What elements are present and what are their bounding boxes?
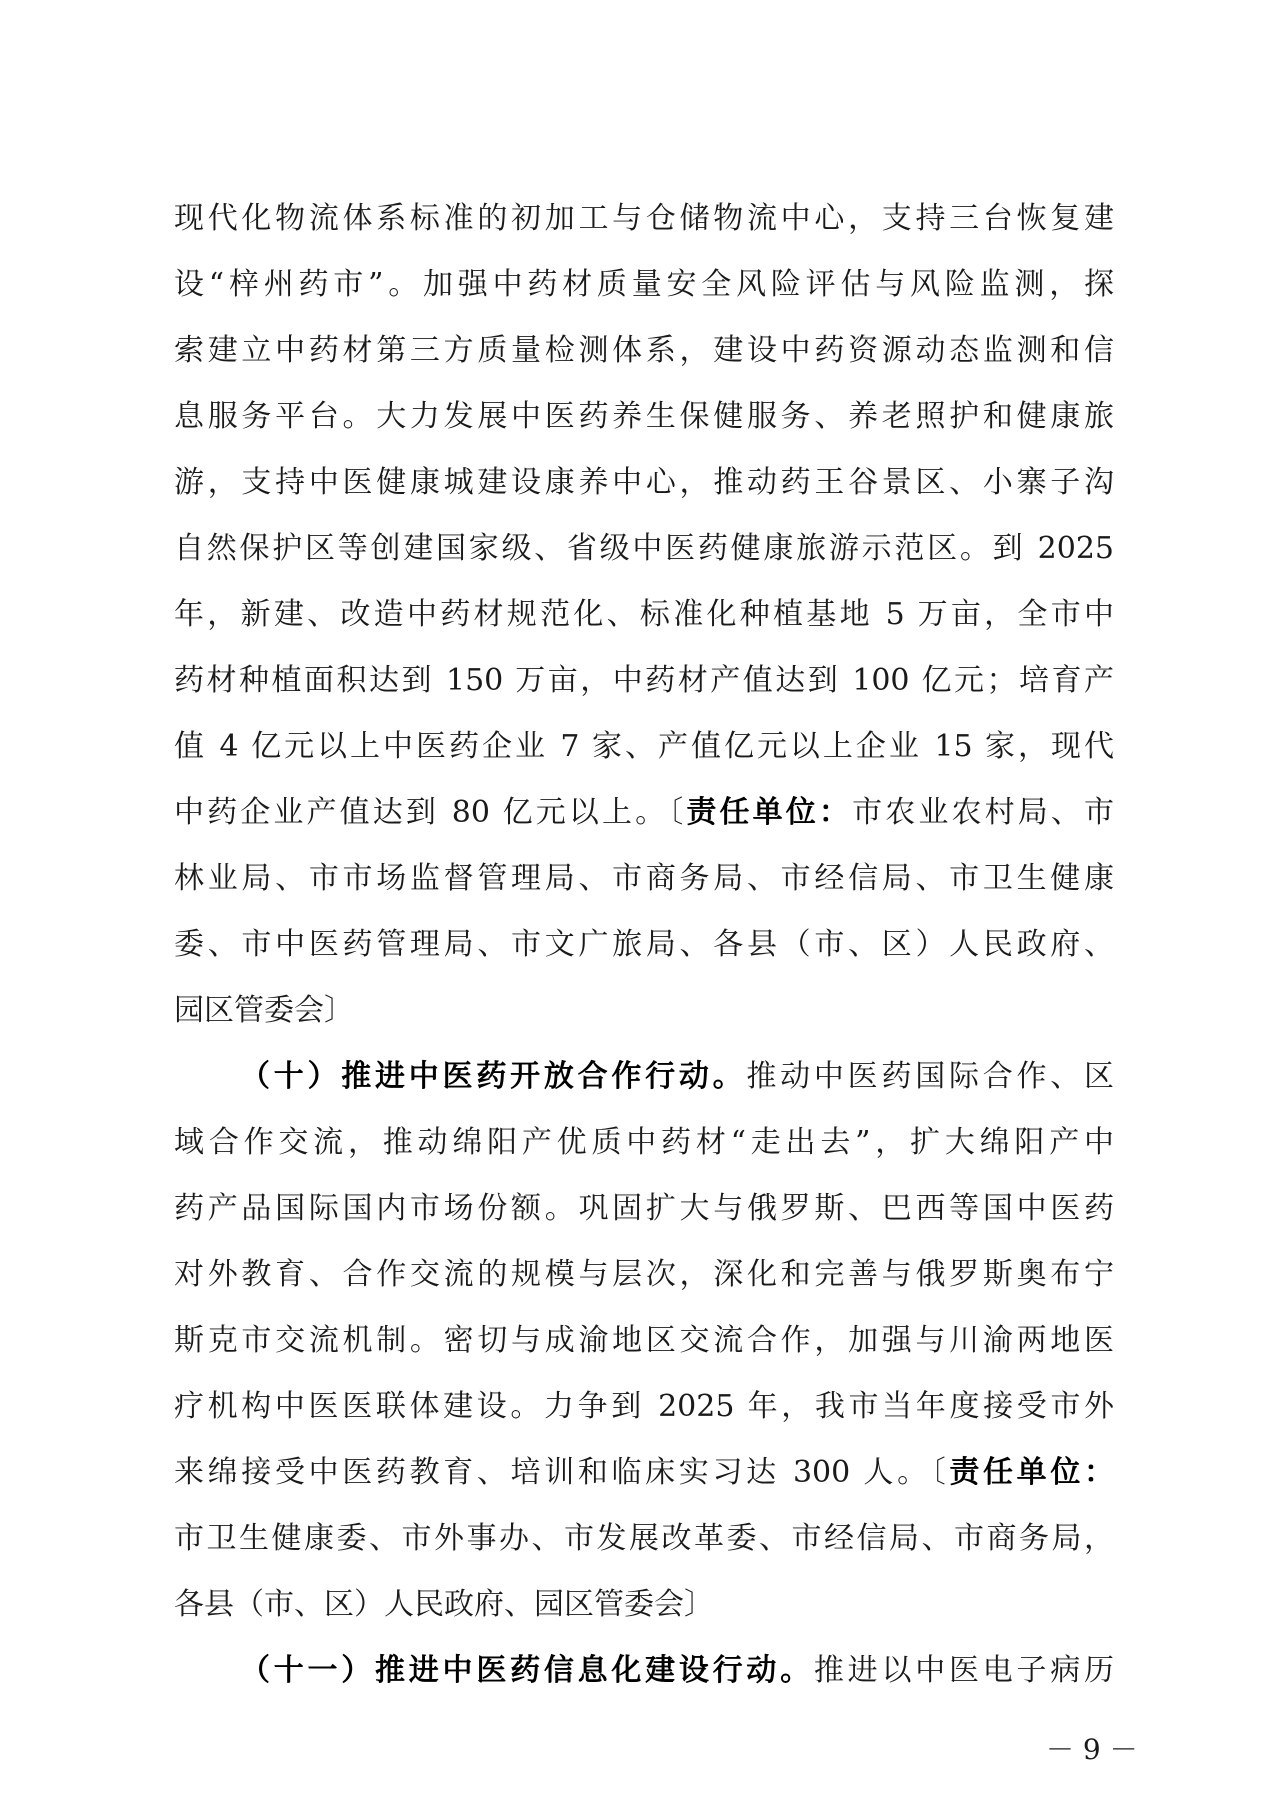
- section-heading-line: （十一）推进中医药信息化建设行动。推进以中医电子病历: [240, 1653, 1114, 1688]
- text-line: 园区管委会〕: [174, 993, 354, 1028]
- text-line: 息服务平台。大力发展中医药养生保健服务、养老照护和健康旅: [174, 399, 1114, 434]
- text-line: 中药企业产值达到 80 亿元以上。〔责任单位：市农业农村局、市: [174, 795, 1114, 830]
- text-line: 域合作交流，推动绵阳产优质中药材“走出去”，扩大绵阳产中: [174, 1125, 1114, 1160]
- text-line: 年，新建、改造中药材规范化、标准化种植基地 5 万亩，全市中: [174, 597, 1114, 632]
- responsibility-label: 责任单位：: [949, 1455, 1114, 1490]
- text-line: 疗机构中医医联体建设。力争到 2025 年，我市当年度接受市外: [174, 1389, 1114, 1424]
- text-line: 来绵接受中医药教育、培训和临床实习达 300 人。〔责任单位：: [174, 1455, 1114, 1490]
- text-line: 药材种植面积达到 150 万亩，中药材产值达到 100 亿元；培育产: [174, 663, 1114, 698]
- text-line: 索建立中药材第三方质量检测体系，建设中药资源动态监测和信: [174, 333, 1114, 368]
- section-heading: （十）推进中医药开放合作行动。: [240, 1059, 747, 1094]
- text-line: 游，支持中医健康城建设康养中心，推动药王谷景区、小寨子沟: [174, 465, 1114, 500]
- page-number: － 9 －: [1046, 1733, 1138, 1766]
- text-line: 各县（市、区）人民政府、园区管委会〕: [174, 1587, 714, 1622]
- text-line: 委、市中医药管理局、市文广旅局、各县（市、区）人民政府、: [174, 927, 1114, 962]
- text-line: 设“梓州药市”。加强中药材质量安全风险评估与风险监测，探: [174, 267, 1114, 302]
- text-line: 市卫生健康委、市外事办、市发展改革委、市经信局、市商务局，: [174, 1521, 1114, 1556]
- text-line: 斯克市交流机制。密切与成渝地区交流合作，加强与川渝两地医: [174, 1323, 1114, 1358]
- text-line: 现代化物流体系标准的初加工与仓储物流中心，支持三台恢复建: [174, 201, 1114, 236]
- text-line: 对外教育、合作交流的规模与层次，深化和完善与俄罗斯奥布宁: [174, 1257, 1114, 1292]
- responsibility-label: 责任单位：: [686, 795, 853, 830]
- section-heading-line: （十）推进中医药开放合作行动。推动中医药国际合作、区: [240, 1059, 1114, 1094]
- section-heading: （十一）推进中医药信息化建设行动。: [240, 1653, 814, 1688]
- text-line: 自然保护区等创建国家级、省级中医药健康旅游示范区。到 2025: [174, 531, 1114, 566]
- text-line: 值 4 亿元以上中医药企业 7 家、产值亿元以上企业 15 家，现代: [174, 729, 1114, 764]
- text-line: 林业局、市市场监督管理局、市商务局、市经信局、市卫生健康: [174, 861, 1114, 896]
- text-line: 药产品国际国内市场份额。巩固扩大与俄罗斯、巴西等国中医药: [174, 1191, 1114, 1226]
